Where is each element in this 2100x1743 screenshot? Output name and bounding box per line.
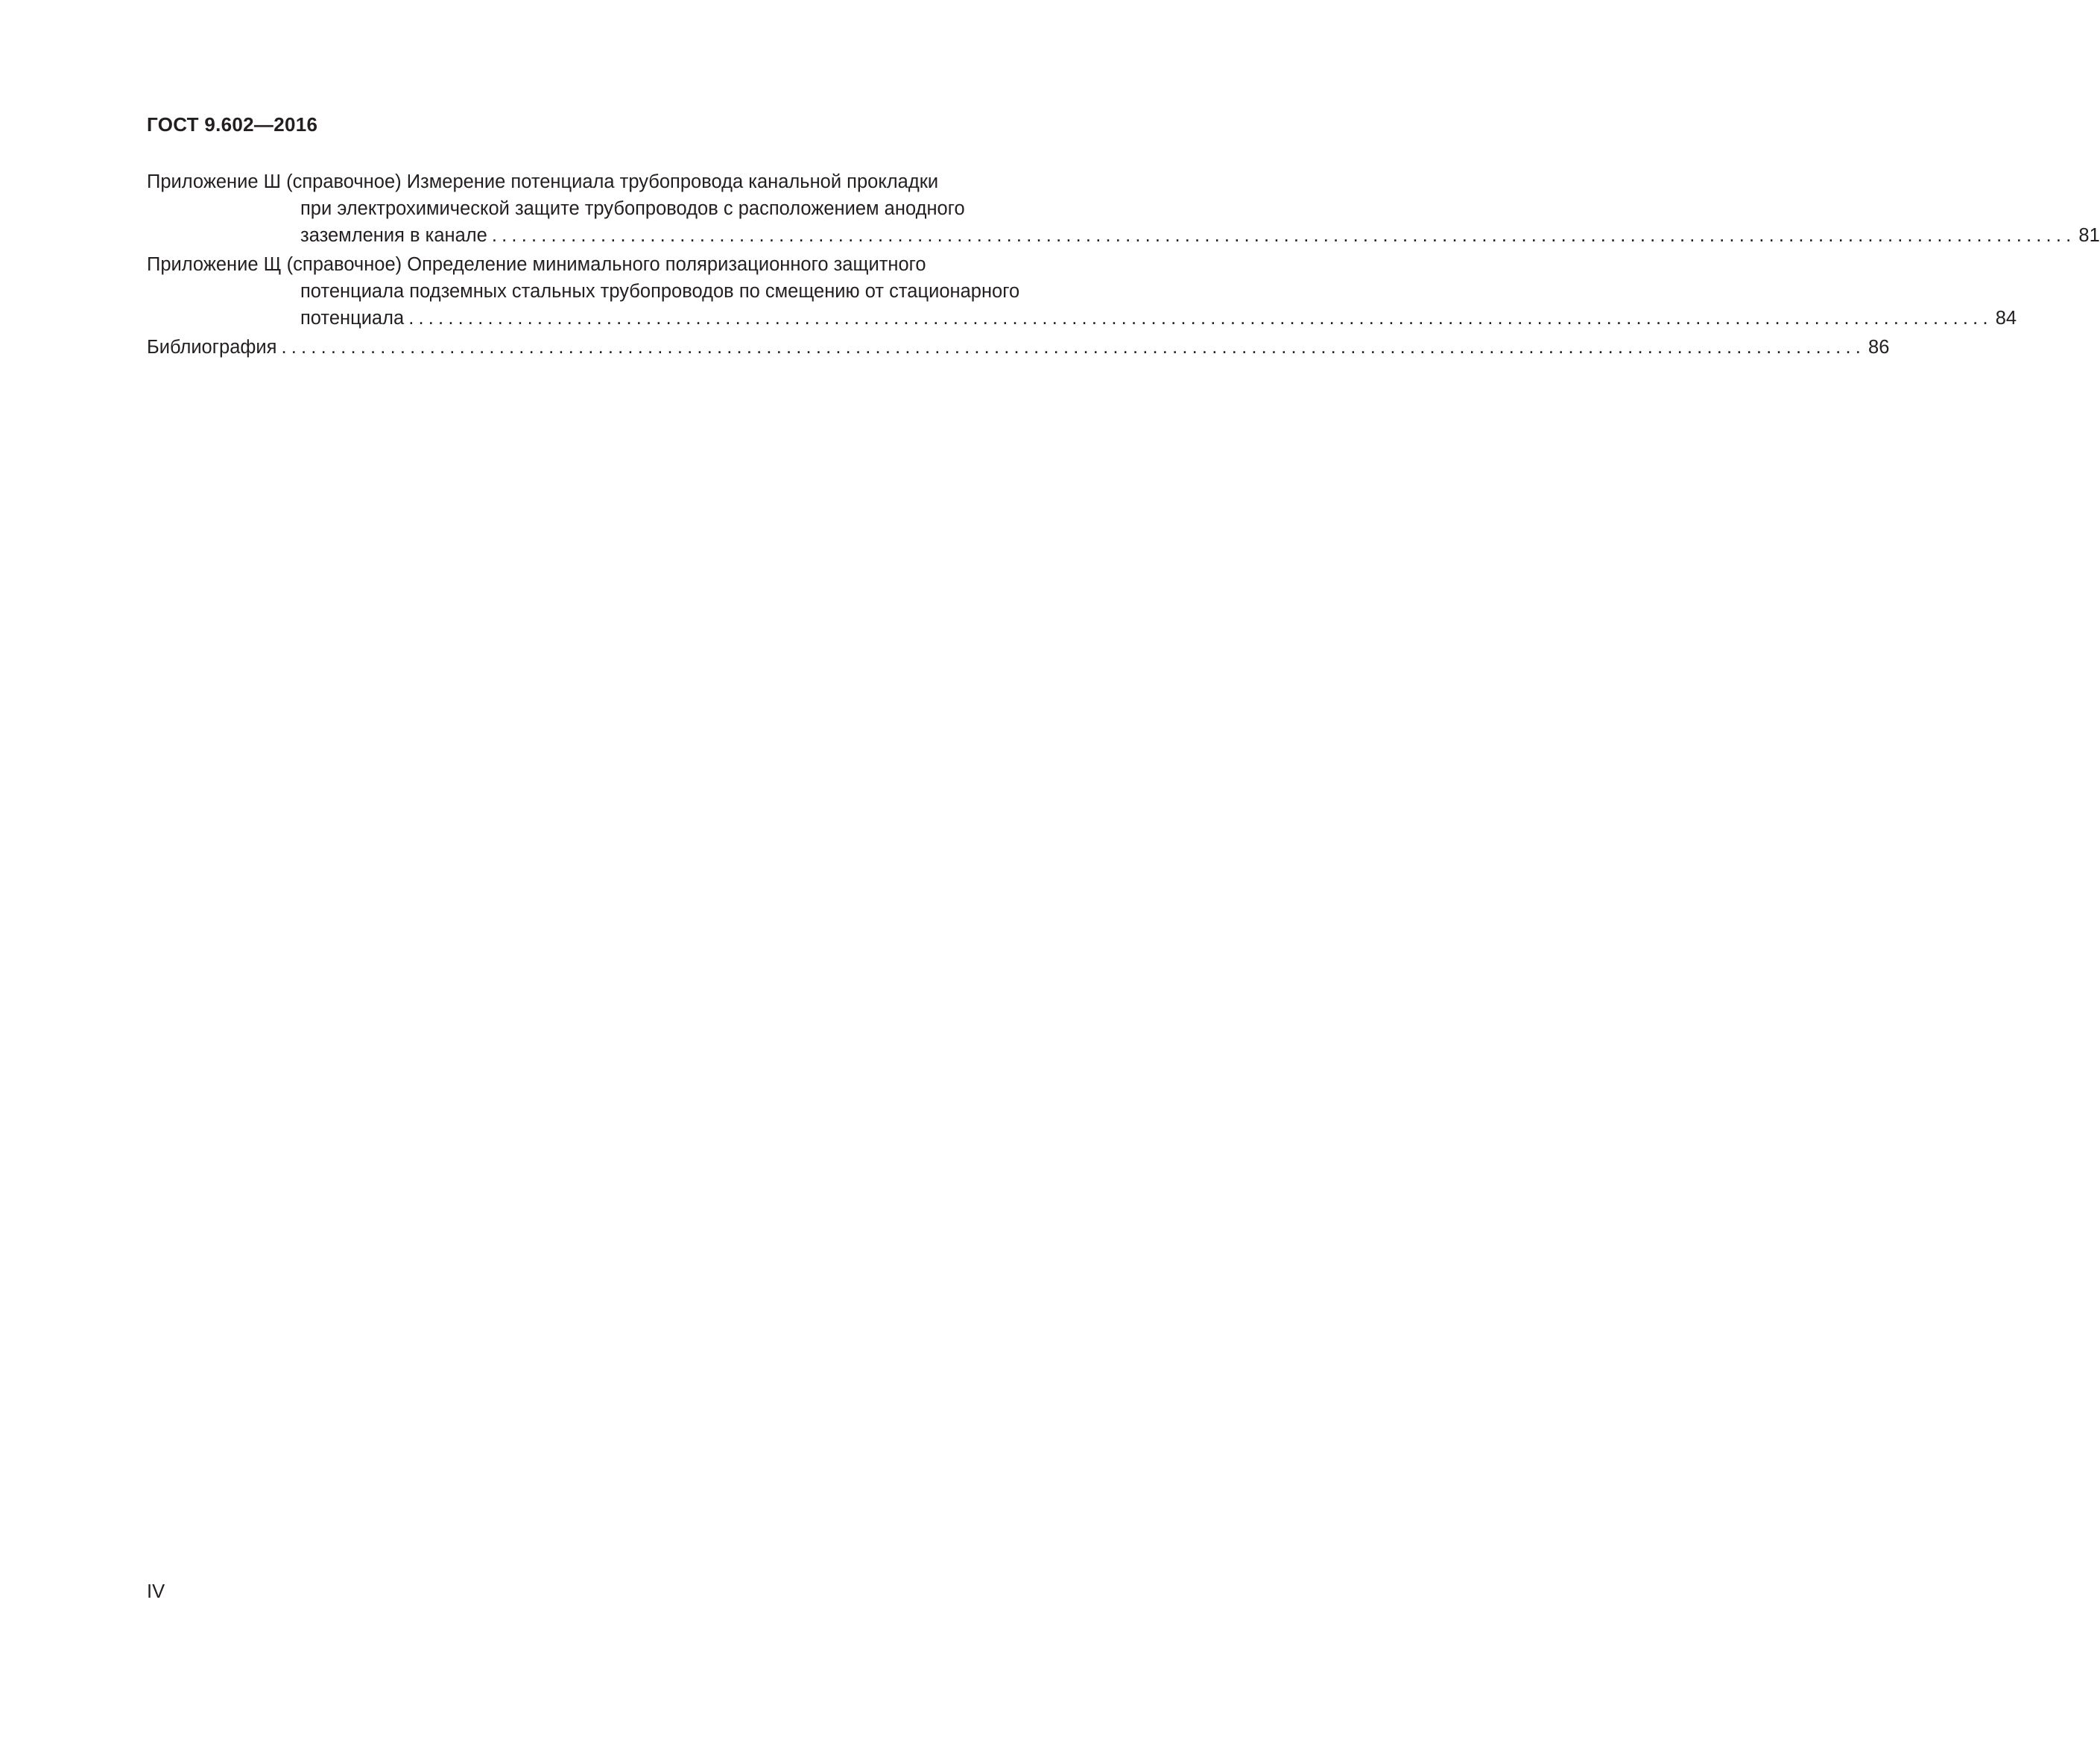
dot-leader: ................................................................................................................................................................	[408, 308, 1993, 329]
toc-entry-line: потенциала подземных стальных трубопроводов по смещению от стационарного	[300, 281, 1020, 302]
toc-page-number: 84	[1995, 308, 2017, 329]
table-of-contents	[147, 168, 2100, 363]
toc-entry-appendix-sh[interactable]	[147, 168, 2100, 249]
toc-entry-last-line	[147, 222, 2100, 249]
dot-leader: ................................................................................................................................................................	[281, 337, 1866, 358]
toc-entry-line: при электрохимической защите трубопроводов с расположением анодного	[300, 198, 965, 219]
toc-entry-text: заземления в канале	[300, 225, 487, 246]
toc-entry-bibliography[interactable]	[147, 334, 1890, 361]
page-folio: IV	[147, 1581, 165, 1602]
toc-entry-line: Приложение Ш (справочное) Измерение потенциала трубопровода канальной прокладки	[147, 171, 939, 192]
toc-entry-last-line	[147, 305, 2017, 332]
toc-entry-appendix-shch[interactable]	[147, 251, 2017, 332]
toc-entry-last-line	[147, 334, 1890, 361]
toc-entry-text: потенциала	[300, 308, 405, 329]
toc-entry-line: Приложение Щ (справочное) Определение минимального поляризационного защитного	[147, 254, 926, 275]
dot-leader: ................................................................................................................................................................	[491, 225, 2076, 246]
document-header: ГОСТ 9.602—2016	[147, 113, 318, 136]
toc-page-number: 81	[2078, 225, 2100, 246]
toc-entry-text: Библиография	[147, 337, 277, 358]
toc-page-number: 86	[1868, 337, 1890, 358]
